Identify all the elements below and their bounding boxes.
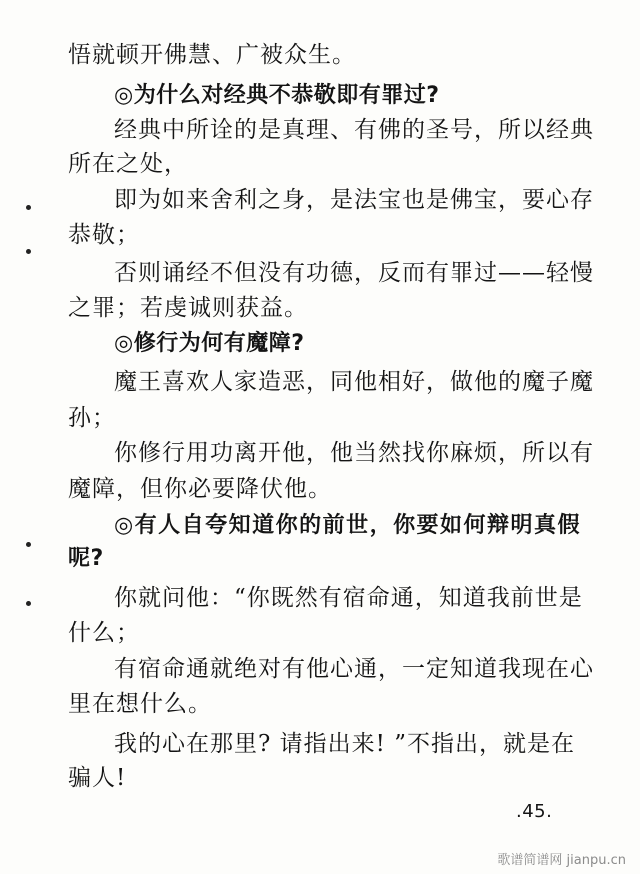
text-line: 之罪；若虔诚则获益。 (68, 295, 308, 321)
binding-hole-dot (26, 249, 31, 254)
text-line: 恭敬； (68, 222, 140, 248)
question-heading: ◎为什么对经典不恭敬即有罪过? (114, 83, 440, 108)
binding-hole-dot (26, 542, 31, 547)
text-line: 经典中所诠的是真理、有佛的圣号，所以经典 (114, 117, 594, 143)
text-line: 骗人! (68, 765, 127, 791)
text-line: 所在之处， (68, 151, 188, 177)
question-heading: ◎修行为何有魔障? (114, 331, 305, 356)
text-line: 你修行用功离开他，他当然找你麻烦，所以有 (114, 440, 594, 466)
binding-hole-dot (26, 601, 31, 606)
page-number: .45. (516, 801, 553, 822)
question-heading: 呢? (68, 546, 104, 571)
text-line: 你就问他：“你既然有宿命通，知道我前世是 (114, 585, 583, 611)
watermark-text: 歌谱简谱网 jianpu.cn (497, 853, 626, 868)
text-line: 即为如来舍利之身，是法宝也是佛宝，要心存 (114, 187, 594, 213)
text-line: 悟就顿开佛慧、广被众生。 (68, 42, 356, 68)
text-line: 里在想什么。 (68, 691, 212, 717)
text-line: 否则诵经不但没有功德，反而有罪过——轻慢 (114, 260, 594, 286)
text-line: 什么； (68, 620, 140, 646)
text-line: 魔障，但你必要降伏他。 (68, 476, 332, 502)
text-line: 魔王喜欢人家造恶，同他相好，做他的魔子魔 (114, 369, 594, 395)
text-line: 有宿命通就绝对有他心通，一定知道我现在心 (114, 656, 594, 682)
binding-hole-dot (26, 205, 31, 210)
text-line: 我的心在那里? 请指出来! ”不指出，就是在 (114, 731, 575, 757)
question-heading: ◎有人自夸知道你的前世，你要如何辩明真假 (114, 513, 580, 538)
text-line: 孙； (68, 405, 116, 431)
